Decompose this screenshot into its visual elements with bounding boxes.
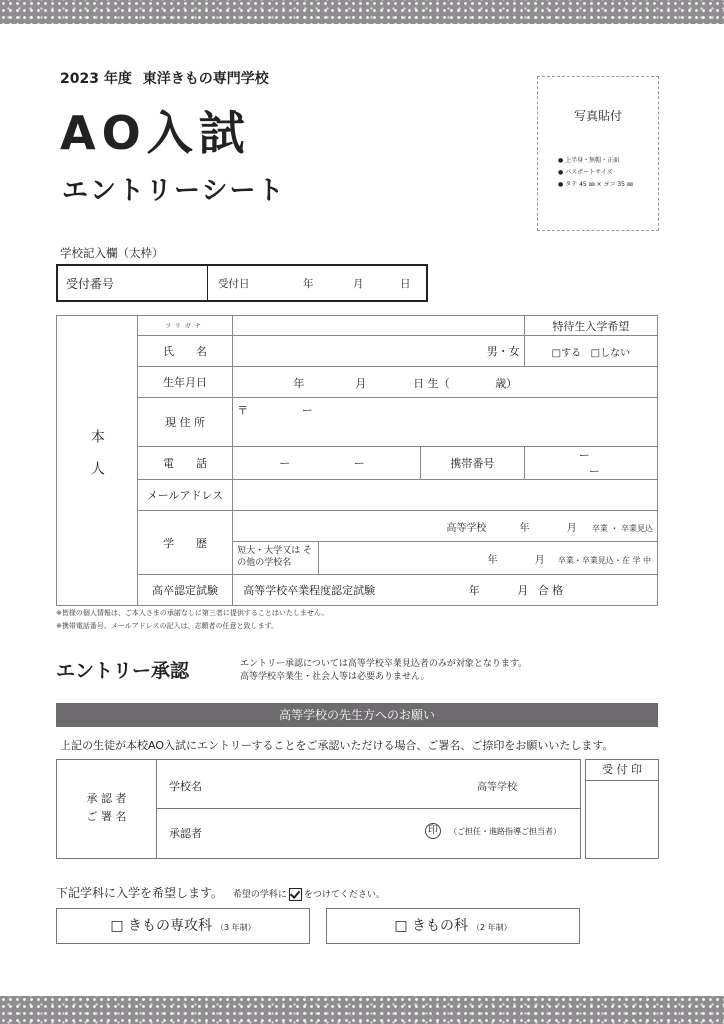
equiv-pass: 合 格 [537, 584, 564, 597]
department-option-kimono-senko[interactable] [56, 908, 310, 944]
approval-highschool: 高等学校 [477, 782, 517, 793]
hs-status: 卒業 ・ 卒業見込 [591, 523, 653, 533]
department-option-kimono[interactable] [326, 908, 580, 944]
highschool-label: 高等学校 [446, 522, 487, 534]
furigana-label: フリガナ [137, 316, 232, 336]
approval-note [240, 658, 527, 684]
zip-dash: ー [301, 404, 313, 417]
birth-year: 年 [293, 377, 305, 390]
department-question-text: 下記学科に入学を希望します。 [56, 886, 224, 900]
address-label: 現 住 所 [137, 398, 232, 447]
section-label-text: 本人 [88, 428, 105, 493]
approval-note-2: 高等学校卒業生・社会人等は必要ありません。 [240, 672, 430, 682]
mobile-input[interactable] [524, 447, 657, 480]
receipt-month: 月 [353, 278, 364, 290]
college-month: 月 [534, 555, 545, 566]
page-title: AO入試 [60, 106, 251, 160]
department-hint [233, 890, 385, 900]
dept2-label: □ きもの科 [394, 918, 469, 934]
phone-dash1: ー [279, 457, 291, 470]
page-subtitle: エントリーシート [62, 176, 286, 206]
hs-month: 月 [566, 522, 577, 534]
email-input[interactable] [233, 480, 658, 511]
privacy-note: ※皆様の個人情報は、ご本人さまの承諾なしに第三者に提供することはいたしません。 [56, 609, 329, 617]
receipt-stamp-label: 受 付 印 [586, 760, 658, 781]
equiv-month: 月 [517, 584, 529, 597]
birth-label: 生年月日 [137, 367, 232, 398]
approval-note-1: エントリー承認については高等学校卒業見込者のみが対象となります。 [240, 659, 528, 669]
hint-pre: 希望の学科に [232, 890, 287, 900]
decorative-band-top [0, 0, 724, 24]
phone-label: 電 話 [137, 447, 232, 480]
approver-name-label: 承認者 [169, 827, 202, 840]
year-label: 2023 年度 [60, 71, 132, 87]
photo-label: 写真貼付 [573, 109, 622, 123]
department-question [56, 884, 385, 901]
name-label: 氏 名 [137, 336, 232, 367]
dept1-label: □ きもの専攻科 [110, 918, 213, 934]
photo-area[interactable] [537, 76, 659, 231]
name-input[interactable] [233, 336, 525, 367]
equiv-label: 高卒認定試験 [137, 575, 232, 606]
receipt-day: 日 [400, 278, 411, 290]
approval-title: エントリー承認 [56, 660, 190, 682]
contact-note: ※携帯電話番号、メールアドレスの記入は、志願者の任意と致します。 [56, 622, 278, 630]
receipt-stamp-box[interactable] [585, 759, 659, 859]
photo-note: ● タテ 45 ㎜ × ヨコ 35 ㎜ [558, 179, 633, 191]
receipt-box [56, 264, 428, 302]
photo-note: ● 上半身・無帽・正面 [558, 155, 633, 167]
scholarship-yes[interactable]: □する [551, 347, 582, 359]
equiv-input[interactable] [233, 575, 658, 606]
furigana-input[interactable] [233, 316, 525, 336]
equiv-name: 高等学校卒業程度認定試験 [243, 584, 376, 597]
approver-label [57, 760, 157, 858]
section-label [57, 316, 138, 606]
seal-mark[interactable]: 印 [425, 823, 441, 839]
scholarship-no[interactable]: □しない [590, 347, 631, 359]
approval-divider [157, 808, 580, 809]
receipt-date-field[interactable] [208, 266, 426, 300]
receipt-date-label: 受付日 [218, 278, 250, 290]
photo-notes [558, 155, 633, 191]
mobile-label: 携帯番号 [420, 447, 524, 480]
receipt-no-label: 受付番号 [58, 266, 208, 300]
applicant-table [56, 315, 658, 606]
school-name-label: 学校名 [169, 780, 202, 793]
mobile-dash2: ー [588, 465, 600, 478]
highschool-input[interactable] [233, 511, 658, 542]
seal-note: （ご担任・進路指導ご担当者） [449, 827, 561, 836]
sex-choice[interactable]: 男・女 [486, 345, 520, 358]
birth-input[interactable] [233, 367, 658, 398]
teacher-banner: 高等学校の先生方へのお願い [56, 703, 658, 727]
approver-label-1: 承 認 者 [86, 792, 127, 805]
decorative-band-bottom [0, 996, 724, 1024]
header-line [60, 68, 269, 88]
photo-note: ● パスポートサイズ [558, 167, 633, 179]
checkmark-icon [289, 888, 302, 901]
dept1-years: （3 年制） [216, 923, 256, 932]
phone-dash2: ー [353, 457, 365, 470]
approval-box [56, 759, 581, 859]
approver-label-2: ご 署 名 [86, 810, 127, 823]
address-input[interactable] [233, 398, 658, 447]
approval-request: 上記の生徒が本校AO入試にエントリーすることをご承認いただける場合、ご署名、ご捺印をお願いいたします。 [60, 739, 614, 752]
college-status: 卒業・卒業見込・在 学 中 [557, 556, 651, 565]
scholarship-choice[interactable] [524, 336, 657, 367]
college-label: 短大・大学又は その他の学校名 [233, 542, 319, 574]
phone-input[interactable] [233, 447, 421, 480]
hint-post: をつけてください。 [303, 890, 385, 900]
mobile-dash1: ー [578, 449, 590, 462]
equiv-year: 年 [468, 584, 480, 597]
zip-mark: 〒 [237, 404, 249, 417]
school-name: 東洋きもの専門学校 [142, 71, 269, 87]
receipt-year: 年 [303, 278, 314, 290]
college-input[interactable] [319, 542, 657, 574]
birth-age: 歳） [495, 377, 518, 390]
college-year: 年 [487, 555, 498, 566]
scholarship-label: 特待生入学希望 [524, 316, 657, 336]
dept2-years: （2 年制） [472, 923, 512, 932]
birth-day: 日 生（ [413, 377, 450, 390]
college-row [233, 542, 658, 575]
birth-month: 月 [355, 377, 367, 390]
email-label: メールアドレス [137, 480, 232, 511]
school-fill-label: 学校記入欄（太枠） [60, 246, 164, 260]
education-label: 学 歴 [137, 511, 232, 575]
hs-year: 年 [519, 522, 530, 534]
